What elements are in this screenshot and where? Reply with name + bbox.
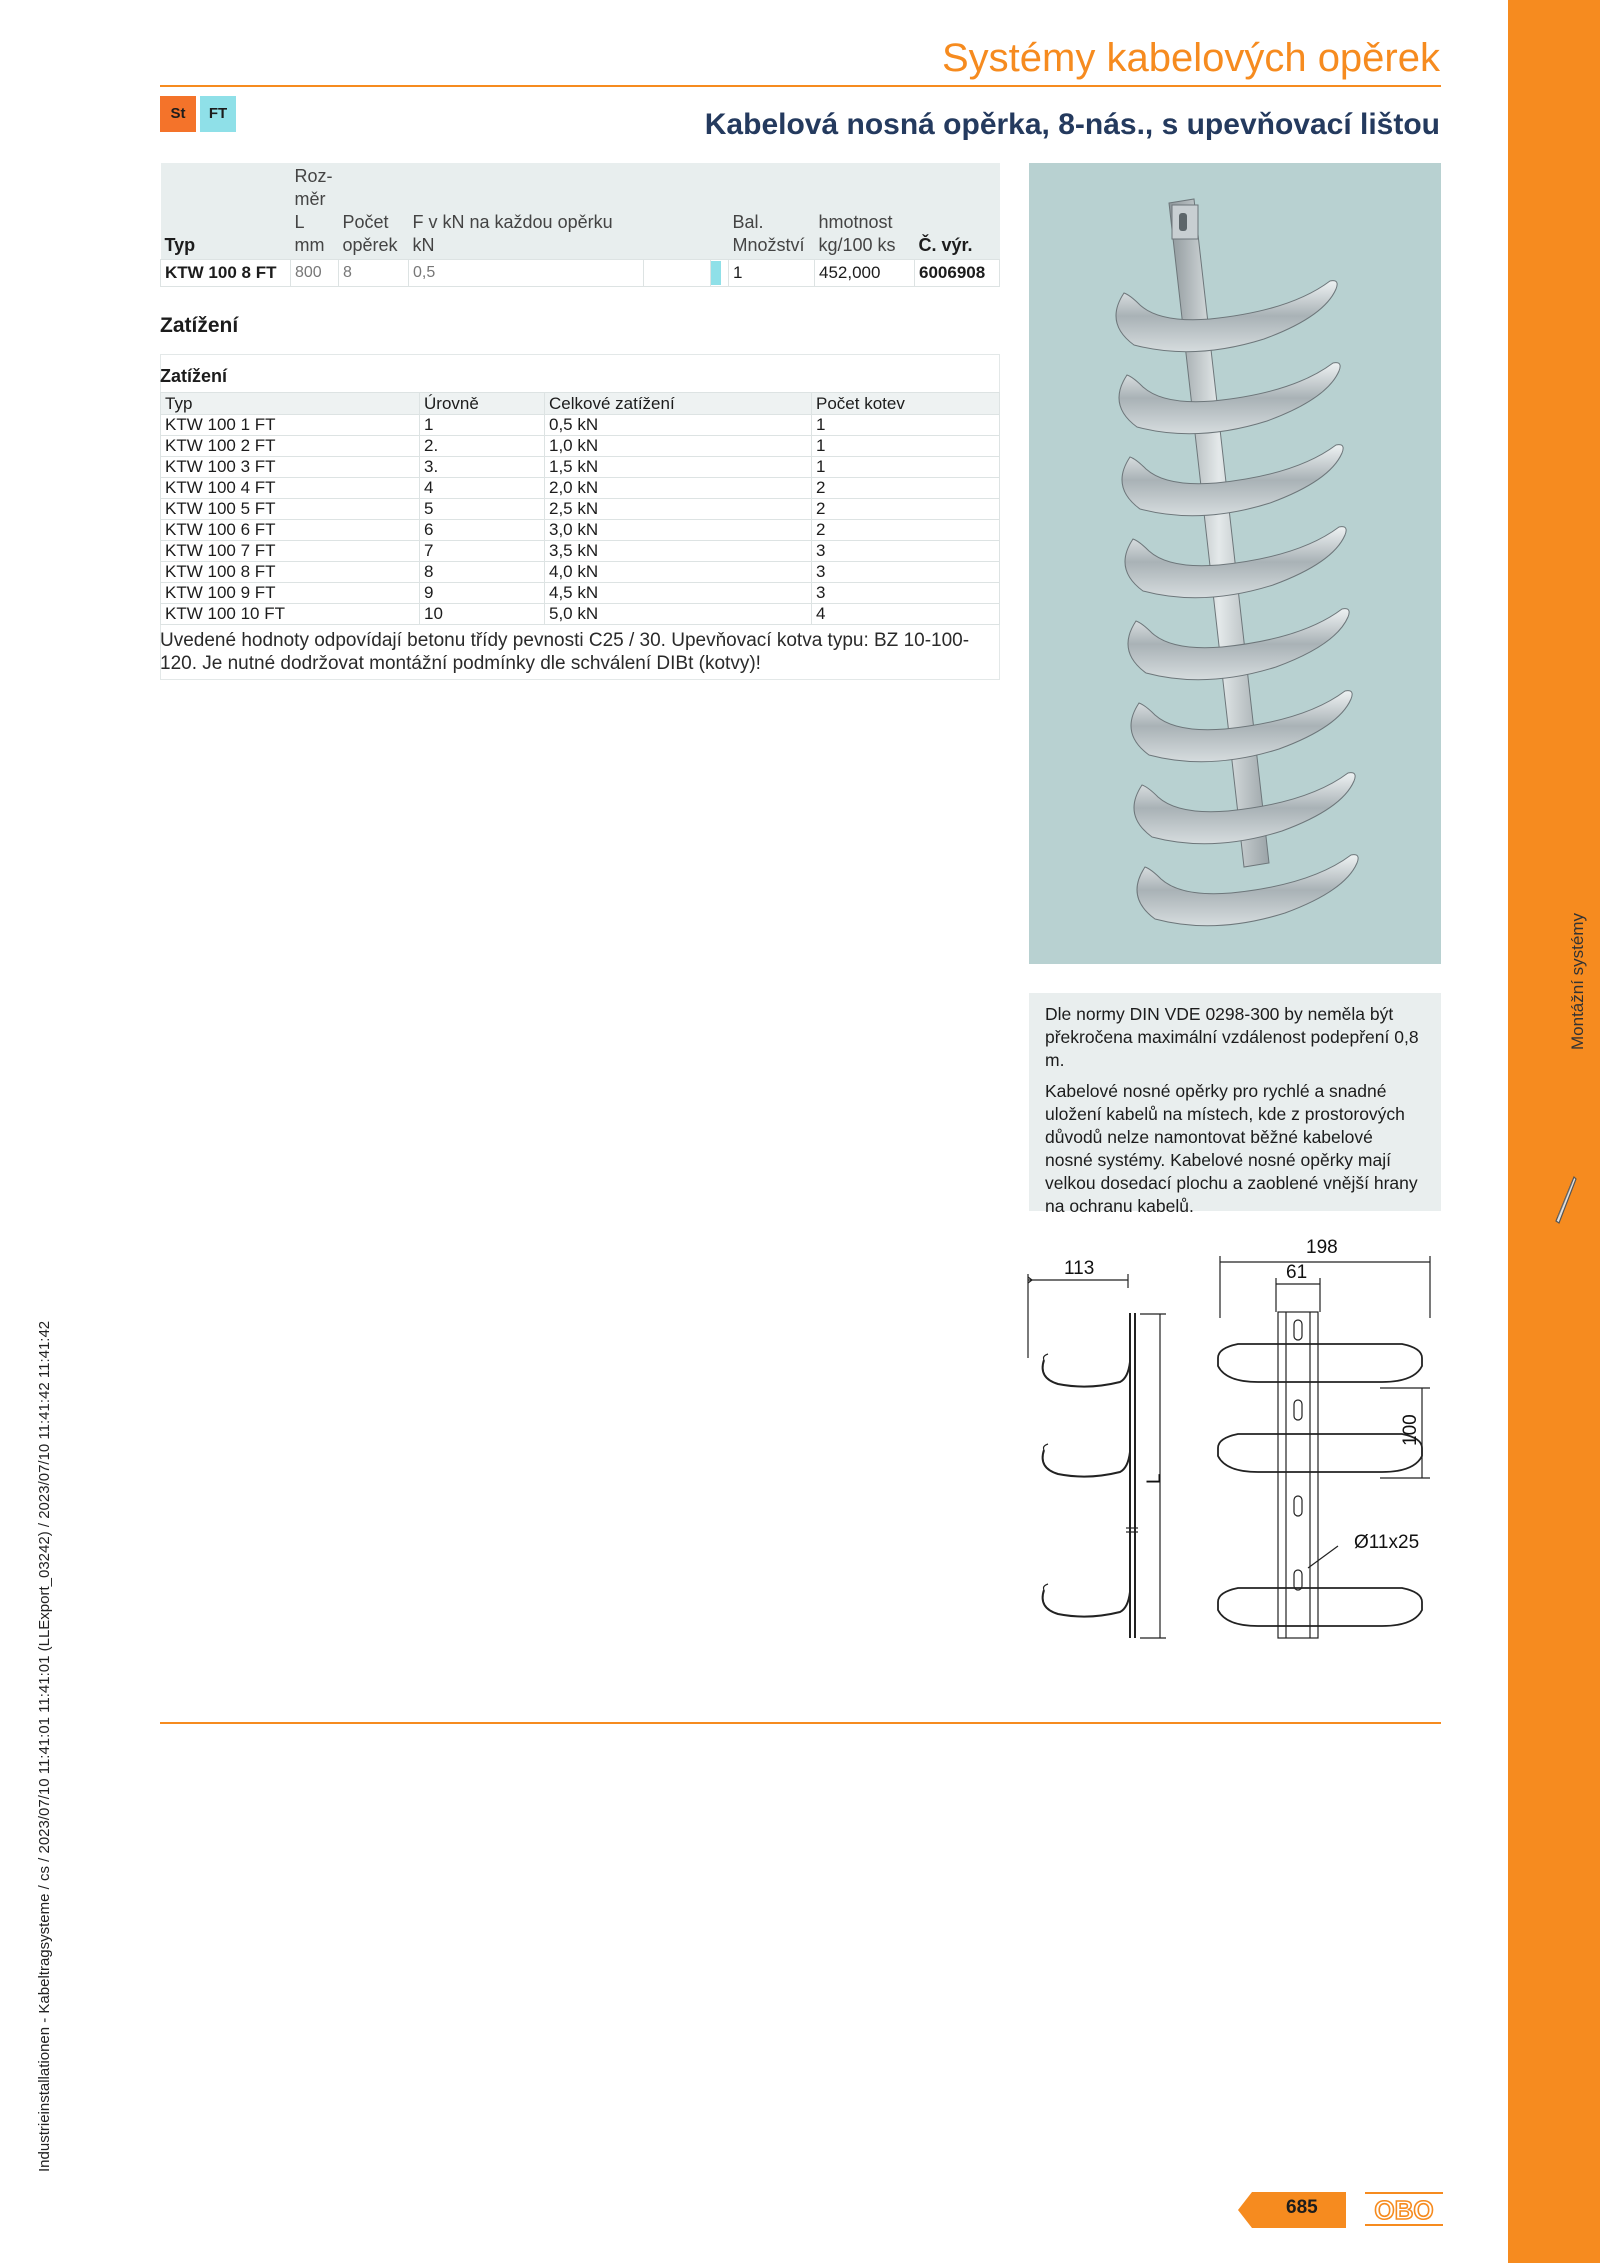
load-cell-typ: KTW 100 9 FT (161, 583, 420, 604)
col-rozmer: Roz- měr L mm (291, 163, 339, 260)
svg-text:OBO: OBO (1374, 2195, 1434, 2225)
load-cell-kotvy: 3 (812, 562, 1000, 583)
dim-l: L (1144, 1473, 1165, 1484)
col-pocet: Počet opěrek (339, 163, 409, 260)
load-cell-urovne: 1 (420, 415, 545, 436)
load-table-header (161, 393, 1000, 415)
load-cell-typ: KTW 100 8 FT (161, 562, 420, 583)
load-col-typ: Typ (161, 393, 420, 415)
load-cell-zatizeni: 5,0 kN (545, 604, 812, 625)
load-cell-urovne: 3. (420, 457, 545, 478)
load-cell-kotvy: 4 (812, 604, 1000, 625)
load-cell-zatizeni: 4,0 kN (545, 562, 812, 583)
load-cell-zatizeni: 2,0 kN (545, 478, 812, 499)
product-photo (1029, 163, 1441, 964)
table-row (161, 260, 1000, 287)
load-cell-kotvy: 1 (812, 457, 1000, 478)
cell-typ: KTW 100 8 FT (161, 260, 291, 287)
table-row (161, 562, 1000, 583)
section-title: Systémy kabelových opěrek (941, 36, 1440, 80)
table-row (161, 583, 1000, 604)
load-col-zatizeni: Celkové zatížení (545, 393, 812, 415)
dim-61: 61 (1286, 1262, 1308, 1283)
load-cell-zatizeni: 2,5 kN (545, 499, 812, 520)
cell-bal: 1 (729, 260, 815, 287)
mounting-rail-icon (1552, 1175, 1578, 1225)
load-cell-urovne: 4 (420, 478, 545, 499)
technical-drawing (1020, 1228, 1450, 1648)
cyan-marker (711, 260, 729, 287)
load-cell-kotvy: 3 (812, 583, 1000, 604)
info-paragraph-2: Kabelové nosné opěrky pro rychlé a snadné uložení kabelů na místech, kde z prostorových důvodů nelze namontovat běžné kabelové nosné systémy. Kabelové nosné opěrky mají velkou dosedací plochu a zaoblené vnější hrany na ochranu kabelů. (1045, 1081, 1418, 1216)
col-bal: Bal. Množství (729, 163, 815, 260)
table-row (161, 541, 1000, 562)
load-cell-typ: KTW 100 4 FT (161, 478, 420, 499)
cell-cvyr: 6006908 (915, 260, 1000, 287)
cell-rozmer: 800 (291, 260, 339, 287)
page-number: 685 (1286, 2197, 1318, 2218)
dim-198: 198 (1306, 1237, 1338, 1258)
support-arm (1116, 281, 1337, 352)
dim-113: 113 (1064, 1258, 1095, 1279)
load-cell-zatizeni: 1,0 kN (545, 436, 812, 457)
support-arm (1119, 363, 1340, 434)
load-cell-urovne: 2. (420, 436, 545, 457)
support-arm (1122, 445, 1343, 516)
load-cell-typ: KTW 100 1 FT (161, 415, 420, 436)
load-note: Uvedené hodnoty odpovídají betonu třídy pevnosti C25 / 30. Upevňovací kotva typu: BZ 10-100-120. Je nutné dodržovat montážní podmínky dle schválení DIBt (kotvy)! (160, 630, 970, 674)
table-row (161, 604, 1000, 625)
load-cell-urovne: 7 (420, 541, 545, 562)
load-cell-typ: KTW 100 10 FT (161, 604, 420, 625)
load-cell-typ: KTW 100 2 FT (161, 436, 420, 457)
load-col-urovne: Úrovně (420, 393, 545, 415)
load-cell-zatizeni: 1,5 kN (545, 457, 812, 478)
export-metadata: Industrieinstallationen - Kabeltragsysteme / cs / 2023/07/10 11:41:01 11:41:01 (LLExport_03242) / 2023/07/10 11:41:42 11:41:42 (36, 1320, 53, 2172)
load-cell-typ: KTW 100 3 FT (161, 457, 420, 478)
table-row (161, 457, 1000, 478)
load-cell-kotvy: 3 (812, 541, 1000, 562)
product-table (160, 163, 1000, 287)
side-tab-label: Montážní systémy (1568, 913, 1587, 1050)
header-rule (160, 85, 1441, 87)
load-cell-typ: KTW 100 7 FT (161, 541, 420, 562)
cable-bracket-illustration (1029, 163, 1441, 964)
table-row (161, 436, 1000, 457)
col-hmotnost: hmotnost kg/100 ks (815, 163, 915, 260)
load-cell-kotvy: 1 (812, 436, 1000, 457)
load-col-kotvy: Počet kotev (812, 393, 1000, 415)
info-paragraph-1: Dle normy DIN VDE 0298-300 by neměla být překročena maximální vzdálenost podepření 0,8 m. (1045, 1004, 1419, 1070)
load-cell-zatizeni: 3,5 kN (545, 541, 812, 562)
cell-pocet: 8 (339, 260, 409, 287)
load-cell-urovne: 6 (420, 520, 545, 541)
load-heading: Zatížení (160, 314, 239, 337)
material-badge-st: St (160, 96, 196, 132)
cell-f: 0,5 (409, 260, 644, 287)
support-arm (1125, 527, 1346, 598)
load-cell-zatizeni: 3,0 kN (545, 520, 812, 541)
dim-100: 100 (1400, 1414, 1421, 1446)
load-cell-kotvy: 1 (812, 415, 1000, 436)
load-cell-kotvy: 2 (812, 499, 1000, 520)
col-typ: Typ (161, 163, 291, 260)
load-cell-urovne: 5 (420, 499, 545, 520)
dim-hole: Ø11x25 (1354, 1532, 1420, 1553)
info-box (1029, 993, 1441, 1216)
cell-hmotnost: 452,000 (815, 260, 915, 287)
load-cell-zatizeni: 0,5 kN (545, 415, 812, 436)
load-table (160, 392, 1000, 625)
table-row (161, 520, 1000, 541)
side-tab (1508, 0, 1600, 2263)
load-cell-kotvy: 2 (812, 478, 1000, 499)
load-cell-urovne: 10 (420, 604, 545, 625)
table-row (161, 415, 1000, 436)
footer-rule (160, 1722, 1441, 1724)
col-f: F v kN na každou opěrku kN (409, 163, 711, 260)
load-cell-typ: KTW 100 6 FT (161, 520, 420, 541)
product-title: Kabelová nosná opěrka, 8-nás., s upevňovací lištou (704, 108, 1440, 141)
table-row (161, 499, 1000, 520)
col-cvyr: Č. výr. (915, 163, 1000, 260)
table-row (161, 478, 1000, 499)
obo-logo (1365, 2190, 1443, 2228)
finish-badge-ft: FT (200, 96, 236, 132)
load-caption: Zatížení (160, 366, 228, 386)
load-cell-urovne: 9 (420, 583, 545, 604)
load-cell-typ: KTW 100 5 FT (161, 499, 420, 520)
product-table-header (161, 163, 1000, 260)
load-cell-urovne: 8 (420, 562, 545, 583)
load-cell-kotvy: 2 (812, 520, 1000, 541)
load-cell-zatizeni: 4,5 kN (545, 583, 812, 604)
